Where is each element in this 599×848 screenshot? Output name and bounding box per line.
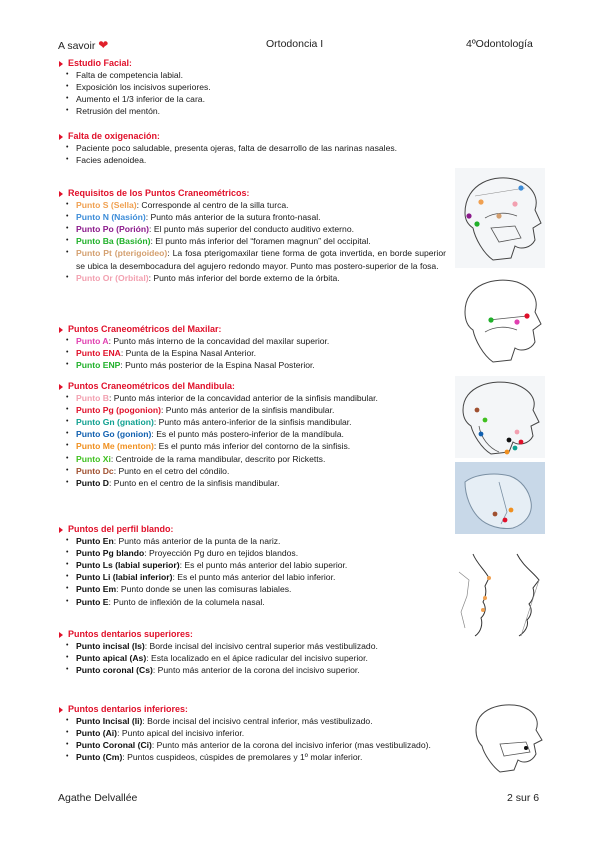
list-item: • Punto (Ai): Punto apical del incisivo inferior. <box>58 727 463 739</box>
header-center: Ortodoncia I <box>266 38 324 50</box>
list-item: • Punto Li (labial inferior): Es el punto más anterior del labio inferior. <box>58 571 438 583</box>
section-title: Puntos Craneométricos del Maxilar <box>68 324 219 334</box>
list-item: • Punto D: Punto en el centro de la sinfisis mandibular. <box>58 477 446 489</box>
page-number: 2 sur 6 <box>507 792 540 804</box>
list-item: • Punto ENA: Punta de la Espina Nasal Anterior. <box>58 347 448 359</box>
list-item: • Aumento el 1/3 inferior de la cara. <box>58 93 458 105</box>
section-title: Estudio Facial <box>68 58 130 68</box>
header-left <box>58 38 108 52</box>
section-title: Falta de oxigenación <box>68 131 158 141</box>
cephalometric-skull-figure-2 <box>455 272 545 372</box>
list-item: • Punto En: Punto más anterior de la punta de la nariz. <box>58 535 438 547</box>
list-item: • Punto coronal (Cs): Punto más anterior de la corona del incisivo superior. <box>58 664 448 676</box>
section-title: Puntos dentarios superiores <box>68 629 191 639</box>
section-title: Puntos Craneométricos del Mandibula <box>68 381 233 391</box>
section-dentarios-superiores: Puntos dentarios superiores: • Punto incisal (Is): Borde incisal del incisivo central superior más vestibulizado. • Punto apical (As): Esta localizado en el ápice radicular del incisivo superior. • Punto coronal (Cs): Punto más anterior de la corona del incisivo superior. <box>58 628 448 676</box>
section-puntos-mandibula: Puntos Craneométricos del Mandibula: • Punto B: Punto más interior de la concavidad anterior de la sinfisis mandibular. • Punto Pg (pogonion): Punto más anterior de la sinfisis mandibular. • Punto Gn (gnation): Punto más antero-inferior de la sinfisis mandibular. • Punto Go (gonion): Es el punto más postero-inferior de la mandíbula. • Punto Me (menton): Es el punto más inferior del contorno de la sinfisis. • Punto Xi: Centroide de la rama mandibular, descrito por Ricketts. • Punto Dc: Punto en el cetro del cóndilo. • Punto D: Punto en el centro de la sinfisis mandibular. <box>58 380 446 489</box>
list-item: • Paciente poco saludable, presenta ojeras, falta de desarrollo de las narinas nasales. <box>58 142 448 154</box>
section-puntos-maxilar: Puntos Craneométricos del Maxilar: • Punto A: Punto más interno de la concavidad del maxilar superior. • Punto ENA: Punta de la Espina Nasal Anterior. • Punto ENP: Punto más posterior de la Espina Nasal Posterior. <box>58 323 448 371</box>
section-title: Puntos del perfil blando <box>68 524 171 534</box>
list-item: • Punto S (Sella): Corresponde al centro de la silla turca. <box>58 199 446 211</box>
list-item: • Punto Incisal (Ii): Borde incisal del incisivo central inferior, más vestibulizado. <box>58 715 463 727</box>
soft-tissue-profile-figure-1 <box>455 552 499 638</box>
list-item: • Facies adenoidea. <box>58 154 448 166</box>
soft-tissue-profile-figure-2 <box>501 552 547 638</box>
list-item: • Punto Dc: Punto en el cetro del cóndilo. <box>58 465 446 477</box>
list-item: • Punto incisal (Is): Borde incisal del incisivo central superior más vestibulizado. <box>58 640 448 652</box>
list-item: • Punto Pg (pogonion): Punto más anterior de la sinfisis mandibular. <box>58 404 446 416</box>
list-item: • Punto B: Punto más interior de la concavidad anterior de la sinfisis mandibular. <box>58 392 446 404</box>
list-item: • Punto Or (Orbital): Punto más inferior del borde externo de la órbita. <box>58 272 446 284</box>
section-estudio-facial: Estudio Facial: • Falta de competencia labial. • Exposición los incisivos superiores. • Aumento el 1/3 inferior de la cara. • Retrusión del mentón. <box>58 57 458 117</box>
section-title: Puntos dentarios inferiores <box>68 704 186 714</box>
section-title: Requisitos de los Puntos Craneométricos <box>68 188 247 198</box>
list-item: • Punto Ls (labial superior): Es el punto más anterior del labio superior. <box>58 559 438 571</box>
cephalometric-skull-figure-4 <box>470 700 546 780</box>
list-item: • Punto (Cm): Puntos cuspideos, cúspides de premolares y 1º molar inferior. <box>58 751 463 763</box>
cephalometric-skull-figure-3 <box>455 376 545 458</box>
list-item: • Punto Po (Porión): El punto más superior del conducto auditivo externo. <box>58 223 446 235</box>
list-item: • Punto N (Nasión): Punto más anterior de la sutura fronto-nasal. <box>58 211 446 223</box>
header-right: 4ºOdontología <box>466 38 533 50</box>
list-item: • Retrusión del mentón. <box>58 105 458 117</box>
list-item: • Exposición los incisivos superiores. <box>58 81 458 93</box>
list-item: • Punto Pt (pterigoideo): La fosa pterigomaxilar tiene forma de gota invertida, en borde superior se ubica la desembocadura del agujero redondo mayor. Punto mas postero-superior de la fosa. <box>58 247 446 271</box>
heart-icon: ❤ <box>98 38 109 52</box>
list-item: • Punto Ba (Basión): El punto más inferior del “foramen magnun” del occipital. <box>58 235 446 247</box>
list-item: • Punto apical (As): Esta localizado en el ápice radicular del incisivo superior. <box>58 652 448 664</box>
list-item: • Punto Me (menton): Es el punto más inferior del contorno de la sinfisis. <box>58 440 446 452</box>
list-item: • Punto E: Punto de inflexión de la columela nasal. <box>58 596 438 608</box>
header-left-text: A savoir <box>58 40 96 52</box>
mandible-xray-figure <box>455 462 545 534</box>
list-item: • Punto Go (gonion): Es el punto más postero-inferior de la mandíbula. <box>58 428 446 440</box>
list-item: • Punto Coronal (Ci): Punto más anterior de la corona del incisivo inferior (mas vestibulizado). <box>58 739 463 751</box>
footer-author: Agathe Delvallée <box>58 792 138 804</box>
section-dentarios-inferiores: Puntos dentarios inferiores: • Punto Incisal (Ii): Borde incisal del incisivo central inferior, más vestibulizado. • Punto (Ai): Punto apical del incisivo inferior. • Punto Coronal (Ci): Punto más anterior de la corona del incisivo inferior (mas vestibulizado). • Punto (Cm): Puntos cuspideos, cúspides de premolares y 1º molar inferior. <box>58 703 463 763</box>
list-item: • Punto Em: Punto donde se unen las comisuras labiales. <box>58 583 438 595</box>
list-item: • Punto Xi: Centroide de la rama mandibular, descrito por Ricketts. <box>58 453 446 465</box>
cephalometric-skull-figure-1 <box>455 168 545 268</box>
section-perfil-blando: Puntos del perfil blando: • Punto En: Punto más anterior de la punta de la nariz. • Punto Pg blando: Proyección Pg duro en tejidos blandos. • Punto Ls (labial superior): Es el punto más anterior del labio superior. • Punto Li (labial inferior): Es el punto más anterior del labio inferior. • Punto Em: Punto donde se unen las comisuras labiales. • Punto E: Punto de inflexión de la columela nasal. <box>58 523 438 608</box>
list-item: • Falta de competencia labial. <box>58 69 458 81</box>
section-oxigenacion: Falta de oxigenación: • Paciente poco saludable, presenta ojeras, falta de desarrollo de las narinas nasales. • Facies adenoidea. <box>58 130 448 166</box>
list-item: • Punto Pg blando: Proyección Pg duro en tejidos blandos. <box>58 547 438 559</box>
section-requisitos-craneometricos: Requisitos de los Puntos Craneométricos: • Punto S (Sella): Corresponde al centro de la silla turca. • Punto N (Nasión): Punto más anterior de la sutura fronto-nasal. • Punto Po (Porión): El punto más superior del conducto auditivo externo. • Punto Ba (Basión): El punto más inferior del “foramen magnun” del occipital. • Punto Pt (pterigoideo): La fosa pterigomaxilar tiene forma de gota invertida, en borde superior se ubica la desembocadura del agujero redondo mayor. Punto mas postero-superior de la fosa. • Punto Or (Orbital): Punto más inferior del borde externo de la órbita. <box>58 187 446 284</box>
list-item: • Punto ENP: Punto más posterior de la Espina Nasal Posterior. <box>58 359 448 371</box>
list-item: • Punto A: Punto más interno de la concavidad del maxilar superior. <box>58 335 448 347</box>
list-item: • Punto Gn (gnation): Punto más antero-inferior de la sinfisis mandibular. <box>58 416 446 428</box>
